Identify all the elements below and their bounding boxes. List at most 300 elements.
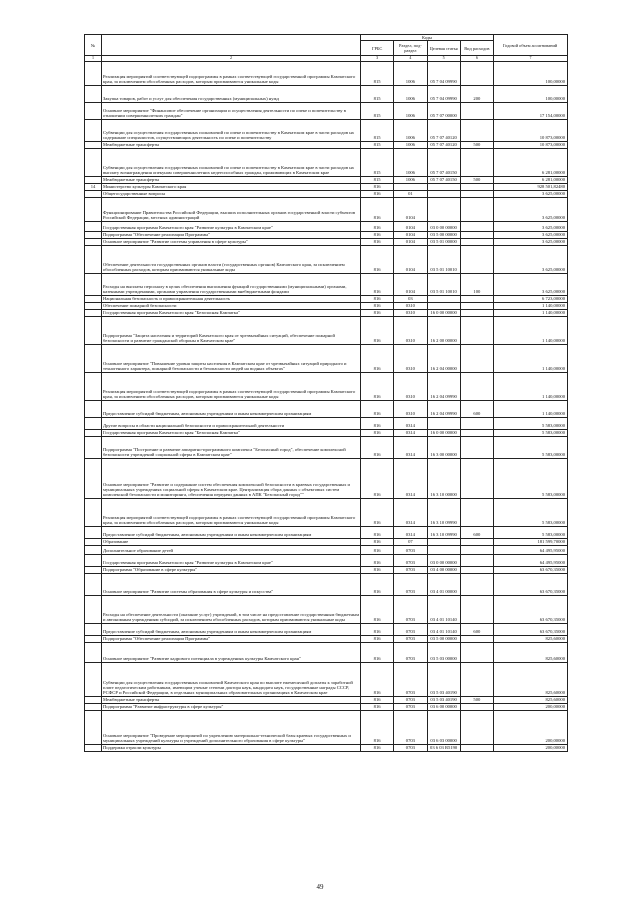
row-expense-type (460, 344, 493, 372)
table-row (85, 197, 568, 221)
table-row (85, 102, 568, 119)
row-amount: 5 583,00000 (494, 526, 568, 538)
table-row (85, 696, 568, 703)
row-grbs: 816 (361, 245, 394, 273)
row-grbs: 816 (361, 436, 394, 458)
row-target-article: 16 2 00 00000 (427, 316, 460, 344)
row-section: 0703 (394, 744, 427, 751)
row-amount: 3 625,00000 (494, 245, 568, 273)
row-number (85, 221, 102, 231)
row-target-article: 05 7 07 40120 (427, 141, 460, 148)
row-expense-type (460, 545, 493, 554)
row-section: 1006 (394, 119, 427, 141)
row-target-article: 16 3 10 00000 (427, 458, 460, 498)
row-amount: 3 625,00000 (494, 238, 568, 245)
row-target-article: 03 5 03 00000 (427, 642, 460, 662)
row-grbs: 815 (361, 148, 394, 176)
row-name: Государственная программа Камчатского края "Безопасная Камчатка" (102, 309, 361, 316)
row-expense-type (460, 710, 493, 744)
row-grbs: 816 (361, 372, 394, 400)
row-number (85, 190, 102, 197)
row-number (85, 623, 102, 635)
row-amount: 3 625,00000 (494, 273, 568, 295)
row-amount: 3 625,00000 (494, 231, 568, 238)
row-section: 0703 (394, 703, 427, 710)
row-target-article (427, 197, 460, 221)
row-expense-type (460, 183, 493, 190)
row-grbs: 816 (361, 231, 394, 238)
table-row (85, 642, 568, 662)
row-name: Закупка товаров, работ и услуг для обеспечения государственных (муниципальных) нужд (102, 85, 361, 102)
row-name: Межбюджетные трансферты (102, 141, 361, 148)
row-target-article: 03 4 01 00000 (427, 573, 460, 595)
row-target-article: 16 0 00 00000 (427, 309, 460, 316)
row-number (85, 566, 102, 573)
row-grbs: 816 (361, 696, 394, 703)
row-grbs: 816 (361, 238, 394, 245)
table-row (85, 85, 568, 102)
row-name: Предоставление субсидий бюджетным, автономным учреждениям и иным некоммерческим организациям (102, 526, 361, 538)
table-row (85, 245, 568, 273)
row-number (85, 245, 102, 273)
table-row (85, 273, 568, 295)
column-number: 7 (494, 56, 568, 62)
row-name: Подпрограмма "Обеспечение реализации Программы" (102, 231, 361, 238)
row-name: Основное мероприятие "Развитие системы управления в сфере культуры" (102, 238, 361, 245)
row-section: 0310 (394, 344, 427, 372)
row-section: 0314 (394, 436, 427, 458)
row-amount: 200,00000 (494, 703, 568, 710)
table-row (85, 662, 568, 696)
row-expense-type (460, 573, 493, 595)
row-target-article: 03 5 00 00000 (427, 231, 460, 238)
row-grbs: 815 (361, 61, 394, 85)
row-amount: 100,00000 (494, 61, 568, 85)
row-grbs: 816 (361, 710, 394, 744)
table-row (85, 316, 568, 344)
row-amount: 1 140,00000 (494, 316, 568, 344)
row-target-article (427, 295, 460, 302)
row-amount: 1 140,00000 (494, 344, 568, 372)
row-name: Обеспечение пожарной безопасности (102, 302, 361, 309)
row-number (85, 429, 102, 436)
row-name: Министерство культуры Камчатского края (102, 183, 361, 190)
row-target-article: 05 7 04 09990 (427, 61, 460, 85)
row-grbs: 816 (361, 458, 394, 498)
row-expense-type: 500 (460, 176, 493, 183)
row-expense-type (460, 417, 493, 429)
header-grbs: ГРБС (361, 41, 394, 56)
row-name: Расходы на выплаты персоналу в целях обеспечения выполнения функций государственными (муниципальными) органами, казенными учреждениями, органами управления государственными внебюджетными фондами (102, 273, 361, 295)
row-amount: 1 140,00000 (494, 400, 568, 417)
row-number (85, 295, 102, 302)
row-grbs: 816 (361, 183, 394, 190)
row-name: Общегосударственные вопросы (102, 190, 361, 197)
row-expense-type: 600 (460, 400, 493, 417)
row-amount: 5 583,00000 (494, 498, 568, 526)
row-section: 0314 (394, 458, 427, 498)
row-amount: 6 281,00000 (494, 176, 568, 183)
row-name: Подпрограмма "Развитие инфраструктуры в сфере культуры" (102, 703, 361, 710)
row-section (394, 183, 427, 190)
row-name: Функционирование Правительства Российской Федерации, высших исполнительных органов государственной власти субъектов Российской Федерации, местных администраций (102, 197, 361, 221)
row-target-article: 03 5 01 10010 (427, 245, 460, 273)
row-name: Основное мероприятие "Развитие и содержание систем обеспечения комплексной безопасности в краевых государственных и муниципальных учреждениях социальной сферы в Камчатском крае. Централизация сбора данных с объектовых систем комплексной безопасности и мониторинга, обеспечения передачи данных в АПК "Безопасный город"" (102, 458, 361, 498)
row-section: 01 (394, 190, 427, 197)
row-number (85, 545, 102, 554)
row-section: 0703 (394, 545, 427, 554)
table-row (85, 498, 568, 526)
row-section: 0703 (394, 662, 427, 696)
row-expense-type: 500 (460, 696, 493, 703)
row-amount: 200,00000 (494, 744, 568, 751)
row-target-article: 03 5 03 40190 (427, 662, 460, 696)
row-target-article: 03 6 03 R5190 (427, 744, 460, 751)
row-number (85, 231, 102, 238)
table-row (85, 176, 568, 183)
row-target-article: 16 3 00 00000 (427, 436, 460, 458)
row-target-article (427, 183, 460, 190)
row-target-article (427, 190, 460, 197)
row-amount: 1 140,00000 (494, 302, 568, 309)
row-expense-type (460, 221, 493, 231)
row-number (85, 710, 102, 744)
row-amount: 1 140,00000 (494, 372, 568, 400)
row-amount: 63 670,35000 (494, 573, 568, 595)
row-target-article (427, 538, 460, 545)
table-row (85, 309, 568, 316)
header-expense-type: Вид расходов (460, 41, 493, 56)
row-section: 0703 (394, 623, 427, 635)
row-name: Государственная программа Камчатского края "Безопасная Камчатка" (102, 429, 361, 436)
row-number (85, 744, 102, 751)
row-name: Государственная программа Камчатского края "Развитие культуры в Камчатском крае" (102, 221, 361, 231)
row-expense-type (460, 642, 493, 662)
row-grbs: 816 (361, 623, 394, 635)
row-amount: 63 670,35000 (494, 595, 568, 623)
header-number: № (85, 35, 102, 56)
row-target-article: 05 7 07 40150 (427, 148, 460, 176)
row-section: 0314 (394, 498, 427, 526)
row-expense-type (460, 662, 493, 696)
row-number (85, 696, 102, 703)
row-name: Основное мероприятие "Проведение мероприятий по укреплению материально-технической базы краевых государственных и муниципальных учреждений культуры и учреждений дополнительного образования в сфере культуры" (102, 710, 361, 744)
table-row (85, 566, 568, 573)
row-expense-type (460, 309, 493, 316)
row-target-article: 05 7 07 00000 (427, 102, 460, 119)
row-target-article: 05 7 04 09990 (427, 85, 460, 102)
header-codes: Коды (361, 35, 494, 41)
row-grbs: 816 (361, 498, 394, 526)
row-grbs: 816 (361, 429, 394, 436)
row-name: Основное мероприятие "Финансовое обеспечение организации и осуществления деятельности по опеке и попечительству в отношении совершеннолетних граждан" (102, 102, 361, 119)
row-target-article: 03 4 01 10140 (427, 595, 460, 623)
row-grbs: 815 (361, 119, 394, 141)
row-section: 0104 (394, 197, 427, 221)
row-amount: 10 873,00000 (494, 119, 568, 141)
row-section: 0104 (394, 231, 427, 238)
table-row (85, 573, 568, 595)
row-amount: 64 495,95000 (494, 554, 568, 566)
row-number (85, 344, 102, 372)
table-body (85, 61, 568, 751)
column-number: 6 (460, 56, 493, 62)
row-number (85, 61, 102, 85)
row-target-article: 16 3 10 09990 (427, 526, 460, 538)
table-row (85, 231, 568, 238)
row-expense-type (460, 102, 493, 119)
row-name: Государственная программа Камчатского края "Развитие культуры в Камчатском крае" (102, 554, 361, 566)
row-expense-type (460, 190, 493, 197)
table-row (85, 148, 568, 176)
row-number (85, 526, 102, 538)
row-expense-type (460, 302, 493, 309)
row-grbs: 816 (361, 221, 394, 231)
budget-table-sheet (84, 34, 568, 752)
row-section: 03 (394, 295, 427, 302)
row-name: Предоставление субсидий бюджетным, автономным учреждениям и иным некоммерческим организациям (102, 623, 361, 635)
column-number: 3 (361, 56, 394, 62)
row-name: Образование (102, 538, 361, 545)
row-section: 0703 (394, 573, 427, 595)
row-number (85, 119, 102, 141)
row-target-article: 03 0 00 00000 (427, 554, 460, 566)
table-row (85, 710, 568, 744)
row-number (85, 372, 102, 400)
row-expense-type (460, 429, 493, 436)
row-expense-type (460, 316, 493, 344)
row-expense-type (460, 703, 493, 710)
row-amount: 181 599,70000 (494, 538, 568, 545)
row-amount: 10 873,00000 (494, 141, 568, 148)
row-name: Основное мероприятие "Повышение уровня защиты населения в Камчатском крае от чрезвычайных ситуаций природного и техногенного характера, пожарной безопасности и безопасности людей на водных объектах" (102, 344, 361, 372)
row-expense-type (460, 436, 493, 458)
row-expense-type (460, 744, 493, 751)
row-section: 0703 (394, 595, 427, 623)
header-section: Раздел, под-раздел (394, 41, 427, 56)
row-grbs: 816 (361, 538, 394, 545)
row-expense-type (460, 498, 493, 526)
row-number (85, 197, 102, 221)
row-grbs: 816 (361, 554, 394, 566)
row-section: 0104 (394, 221, 427, 231)
row-grbs: 816 (361, 573, 394, 595)
row-section: 0703 (394, 642, 427, 662)
row-number (85, 703, 102, 710)
row-expense-type: 200 (460, 85, 493, 102)
row-grbs: 816 (361, 566, 394, 573)
row-expense-type: 100 (460, 273, 493, 295)
row-grbs: 816 (361, 302, 394, 309)
row-target-article: 16 3 10 09990 (427, 498, 460, 526)
row-section: 0703 (394, 566, 427, 573)
row-amount: 928 501,82480 (494, 183, 568, 190)
row-grbs: 816 (361, 642, 394, 662)
table-row (85, 190, 568, 197)
row-amount: 200,00000 (494, 710, 568, 744)
row-name: Основное мероприятие "Развитие кадрового потенциала в учреждениях культуры Камчатского края" (102, 642, 361, 662)
row-grbs: 816 (361, 309, 394, 316)
header-name (102, 35, 361, 56)
row-expense-type (460, 538, 493, 545)
table-row (85, 183, 568, 190)
row-grbs: 815 (361, 176, 394, 183)
budget-table (84, 34, 568, 752)
row-name: Подпрограмма "Образование в сфере культуры" (102, 566, 361, 573)
row-name: Реализация мероприятий соответствующей подпрограммы в рамках соответствующей государственной программы Камчатского края, за исключением обособленных расходов, которым присваиваются уникальные коды (102, 61, 361, 85)
row-section: 0104 (394, 245, 427, 273)
row-amount: 5 583,00000 (494, 458, 568, 498)
row-section: 0314 (394, 429, 427, 436)
row-name: Обеспечение деятельности государственных органов власти (государственных органов) Камчатского края, за исключением обособленных расходов, которым присваиваются уникальные коды (102, 245, 361, 273)
row-number (85, 458, 102, 498)
table-row (85, 436, 568, 458)
row-target-article: 16 0 00 00000 (427, 429, 460, 436)
page-number: 49 (316, 883, 324, 891)
row-number (85, 400, 102, 417)
row-amount: 5 583,00000 (494, 429, 568, 436)
row-section: 0104 (394, 273, 427, 295)
row-name: Реализация мероприятий соответствующей подпрограммы в рамках соответствующей государственной программы Камчатского края, за исключением обособленных расходов, которым присваиваются уникальные коды (102, 372, 361, 400)
row-name: Реализация мероприятий соответствующей подпрограммы в рамках соответствующей государственной программы Камчатского края, за исключением обособленных расходов, которым присваиваются уникальные коды (102, 498, 361, 526)
table-row (85, 344, 568, 372)
table-row (85, 400, 568, 417)
row-grbs: 816 (361, 295, 394, 302)
row-target-article: 05 7 07 40120 (427, 119, 460, 141)
row-amount: 3 625,00000 (494, 221, 568, 231)
row-target-article: 03 6 00 00000 (427, 703, 460, 710)
row-number (85, 573, 102, 595)
row-grbs: 816 (361, 344, 394, 372)
column-number: 1 (85, 56, 102, 62)
row-grbs: 815 (361, 85, 394, 102)
row-section: 0310 (394, 372, 427, 400)
row-number (85, 148, 102, 176)
table-row (85, 703, 568, 710)
row-section: 0310 (394, 302, 427, 309)
row-name: Межбюджетные трансферты (102, 176, 361, 183)
row-amount: 1 140,00000 (494, 309, 568, 316)
row-section: 0104 (394, 238, 427, 245)
row-expense-type: 500 (460, 141, 493, 148)
table-row (85, 221, 568, 231)
row-expense-type (460, 372, 493, 400)
row-grbs: 816 (361, 400, 394, 417)
row-target-article (427, 545, 460, 554)
row-section: 0310 (394, 309, 427, 316)
table-row (85, 595, 568, 623)
row-amount: 5 583,00000 (494, 417, 568, 429)
row-amount: 6 281,00000 (494, 148, 568, 176)
row-target-article: 05 7 07 40150 (427, 176, 460, 183)
row-expense-type (460, 61, 493, 85)
row-number (85, 176, 102, 183)
row-section: 0310 (394, 400, 427, 417)
table-row (85, 238, 568, 245)
column-number: 4 (394, 56, 427, 62)
row-name: Основное мероприятие "Развитие системы образования в сфере культуры и искусства" (102, 573, 361, 595)
row-number (85, 554, 102, 566)
table-row (85, 429, 568, 436)
header-annual-amount: Годовой объем ассигнований (494, 35, 568, 56)
row-grbs: 815 (361, 102, 394, 119)
row-amount: 825,60000 (494, 662, 568, 696)
row-number (85, 85, 102, 102)
row-amount: 3 625,00000 (494, 197, 568, 221)
table-row (85, 141, 568, 148)
header-target-article: Целевая статья (427, 41, 460, 56)
row-amount: 63 670,35000 (494, 623, 568, 635)
row-number (85, 238, 102, 245)
row-amount: 100,00000 (494, 85, 568, 102)
row-amount: 17 154,00000 (494, 102, 568, 119)
table-row (85, 295, 568, 302)
table-row (85, 372, 568, 400)
row-name: Подпрограмма "Построение и развитие аппаратно-программного комплекса "Безопасный город", обеспечение комплексной безопасности учреждений социальной сферы в Камчатском крае" (102, 436, 361, 458)
table-row (85, 119, 568, 141)
row-name: Межбюджетные трансферты (102, 696, 361, 703)
row-name: Субвенции для осуществления государственных полномочий по опеке и попечительству в Камчатском крае в части расходов на выплату вознаграждения опекунам совершеннолетних недееспособных граждан, проживающих в Камчатском крае (102, 148, 361, 176)
row-expense-type (460, 119, 493, 141)
row-name: Дополнительное образование детей (102, 545, 361, 554)
row-expense-type (460, 566, 493, 573)
row-amount: 63 670,35000 (494, 566, 568, 573)
row-section: 1006 (394, 141, 427, 148)
row-section: 07 (394, 538, 427, 545)
row-grbs: 816 (361, 197, 394, 221)
row-section: 0703 (394, 635, 427, 642)
row-expense-type (460, 148, 493, 176)
table-row (85, 538, 568, 545)
row-expense-type (460, 238, 493, 245)
row-amount: 5 583,00000 (494, 436, 568, 458)
row-expense-type: 600 (460, 526, 493, 538)
row-grbs: 815 (361, 141, 394, 148)
table-row (85, 623, 568, 635)
row-target-article: 03 5 03 40190 (427, 696, 460, 703)
row-name: Подпрограмма "Защита населения и территорий Камчатского края от чрезвычайных ситуаций, обеспечение пожарной безопасности и развитие гражданской обороны в Камчатском крае" (102, 316, 361, 344)
row-grbs: 816 (361, 526, 394, 538)
row-target-article: 03 5 01 10010 (427, 273, 460, 295)
row-expense-type (460, 458, 493, 498)
table-row (85, 554, 568, 566)
row-grbs: 816 (361, 273, 394, 295)
row-name: Предоставление субсидий бюджетным, автономным учреждениям и иным некоммерческим организациям (102, 400, 361, 417)
row-target-article: 03 4 01 10140 (427, 623, 460, 635)
row-target-article: 16 2 04 09990 (427, 372, 460, 400)
row-number (85, 273, 102, 295)
row-section: 0703 (394, 554, 427, 566)
row-number (85, 141, 102, 148)
row-grbs: 816 (361, 190, 394, 197)
row-target-article: 03 4 00 00000 (427, 566, 460, 573)
row-section: 0314 (394, 417, 427, 429)
row-number (85, 635, 102, 642)
table-row (85, 61, 568, 85)
row-number (85, 302, 102, 309)
row-section: 0703 (394, 710, 427, 744)
row-name: Поддержка отрасли культуры (102, 744, 361, 751)
row-amount: 825,60000 (494, 696, 568, 703)
row-expense-type (460, 245, 493, 273)
row-amount: 825,60000 (494, 635, 568, 642)
row-number (85, 538, 102, 545)
row-expense-type (460, 635, 493, 642)
row-number (85, 436, 102, 458)
table-row (85, 545, 568, 554)
row-target-article: 16 2 04 09990 (427, 400, 460, 417)
row-section: 1006 (394, 85, 427, 102)
